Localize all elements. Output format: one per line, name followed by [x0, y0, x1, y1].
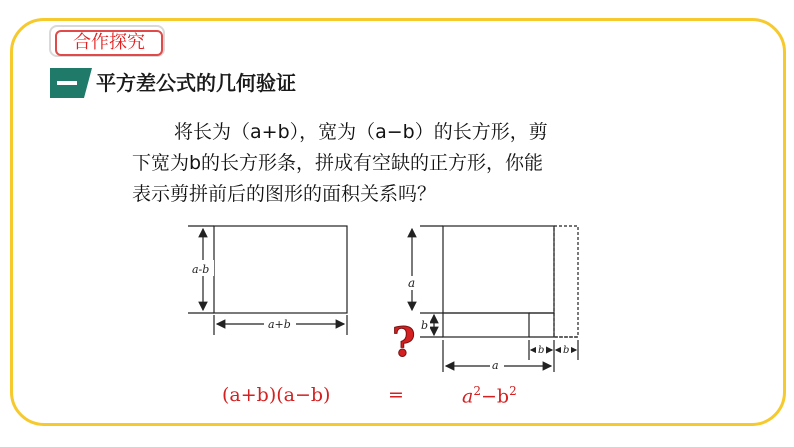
question-mark-icon: ? — [392, 319, 416, 366]
formula-right-a: a — [462, 385, 474, 408]
formula-right — [462, 384, 517, 407]
right-a-label: a — [408, 276, 416, 290]
right-strip-rect — [443, 313, 529, 337]
right-square-figure — [412, 226, 578, 372]
section-title: 平方差公式的几何验证 — [96, 71, 296, 95]
problem-line-1: 将长为（a+b），宽为（a−b）的长方形，剪 — [174, 121, 548, 143]
right-bottom-b1-label: b — [538, 345, 545, 356]
left-width-label: a+b — [268, 318, 291, 331]
section-tag-label: 合作探究 — [55, 30, 163, 56]
left-height-label: a-b — [192, 263, 210, 276]
right-bottom-b2-label: b — [563, 345, 570, 356]
formula-right-minus-b: −b — [480, 385, 510, 408]
formula-right-exp2: 2 — [509, 384, 517, 398]
formula-left: (a+b)(a−b) — [222, 384, 331, 406]
formula-right-exp1: 2 — [473, 384, 481, 398]
problem-line-2: 下宽为b的长方形条，拼成有空缺的正方形，你能 — [132, 152, 544, 174]
problem-line-3: 表示剪拼前后的图形的面积关系吗？ — [132, 183, 437, 205]
right-bottom-a-label: a — [492, 359, 499, 372]
right-dashed-strip — [554, 226, 578, 337]
right-b-label: b — [421, 319, 429, 332]
left-rectangle — [214, 226, 347, 313]
right-main-rect — [443, 226, 554, 313]
formula-equals: = — [388, 384, 404, 406]
